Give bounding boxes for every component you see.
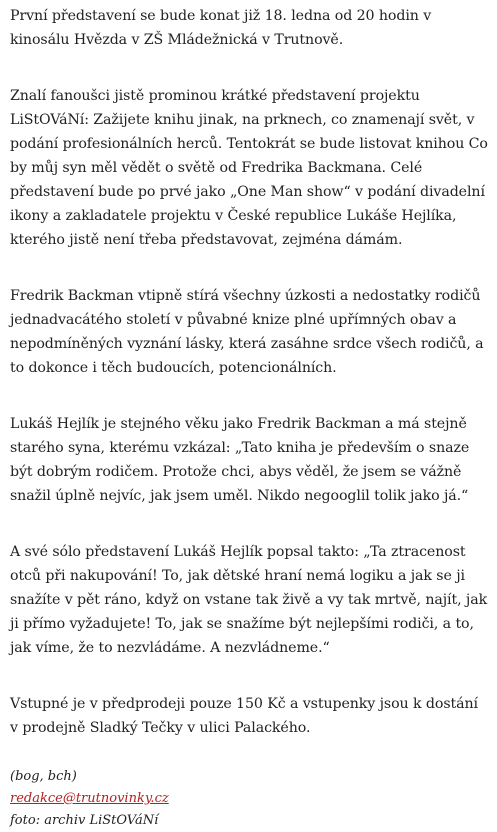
article-credits xyxy=(10,766,489,832)
paragraph-book-description: Fredrik Backman vtipně stírá všechny úzkosti a nedostatky rodičů jednadvacátého století v půvabné knize plné upřímných obav a nepodmíněných vyznání lásky, která zasáhne srdce všech rodičů, a to dokonce i těch budoucích, potencionálních. xyxy=(10,288,484,376)
paragraph-actor-quote: Lukáš Hejlík je stejného věku jako Fredrik Backman a má stejně starého syna, kterému vzkázal: „Tato kniha je především o snaze být dobrým rodičem. Protože chci, abys věděl, že jsem se vážně snažil úplně nejvíc, jak jsem uměl. Nikdo negooglil tolik jako já.“ xyxy=(10,416,470,504)
paragraph-solo-quote: A své sólo představení Lukáš Hejlík popsal takto: „Ta ztracenost otců při nakupování! To, jak dětské hraní nemá logiku a jak se ji snažíte v pět ráno, když on vstane tak živě a vy tak mrtvě, najít, jak ji přímo vyžadujete! To, jak se snažíme být nejlepšími rodiči, a to, jak víme, že to nezvládáme. A nezvládneme.“ xyxy=(10,544,488,656)
author-initials: (bog, bch) xyxy=(10,769,77,784)
paragraph-tickets: Vstupné je v předprodeji pouze 150 Kč a vstupenky jsou k dostání v prodejně Sladký Tečky v ulici Palackého. xyxy=(10,696,478,736)
photo-credit: foto: archiv LiStOVáNí xyxy=(10,813,159,828)
editorial-email-link[interactable]: redakce@trutnovinky.cz xyxy=(10,791,169,806)
paragraph-project-intro: Znalí fanoušci jistě prominou krátké představení projektu LiStOVáNí: Zažijete knihu jinak, na prknech, co znamenají svět, v podání profesionálních herců. Tentokrát se bude listovat knihou Co by můj syn měl vědět o světě od Fredrika Backmana. Celé představení bude po prvé jako „One Man show“ v podání divadelní ikony a zakladatele projektu v České republice Lukáše Hejlíka, kterého jistě není třeba představovat, zejména dámám. xyxy=(10,88,488,248)
email-line xyxy=(10,788,489,810)
paragraph-event-date: První představení se bude konat již 18. ledna od 20 hodin v kinosálu Hvězda v ZŠ Mládežnická v Trutnově. xyxy=(10,8,432,48)
